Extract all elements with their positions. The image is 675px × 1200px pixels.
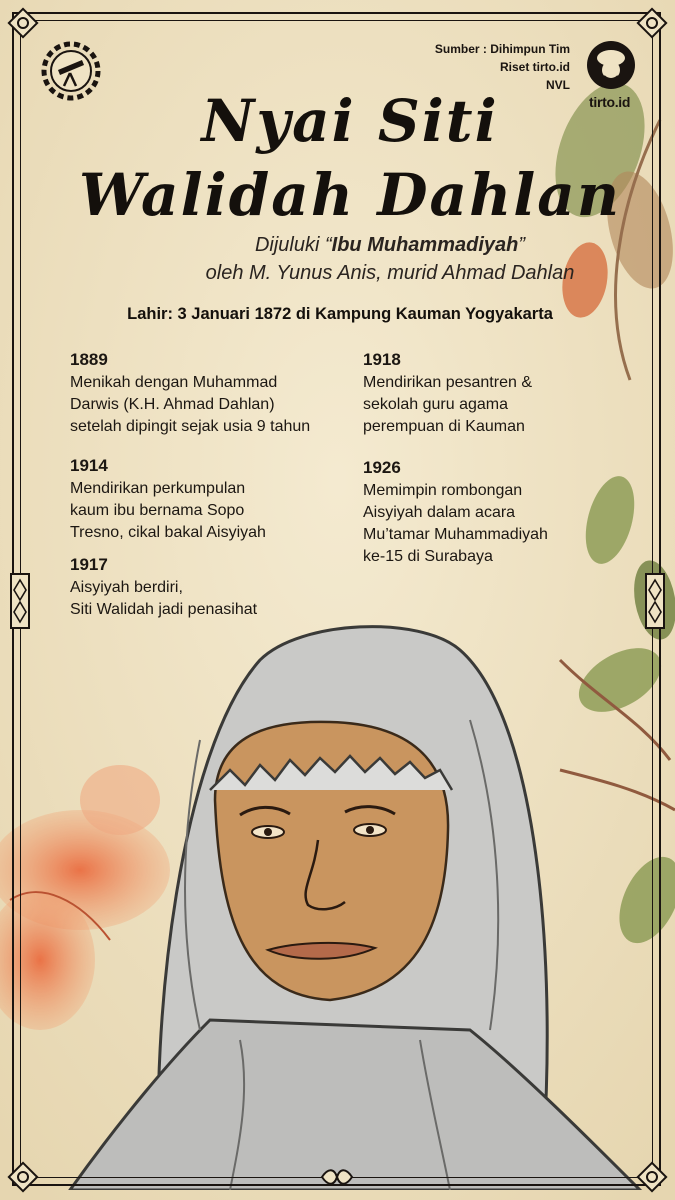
event-text: Menikah dengan Muhammad Darwis (K.H. Ahmad Dahlan) setelah dipingit sejak usia 9 tahun [70,374,311,435]
subtitle-line-2: oleh M. Yunus Anis, murid Ahmad Dahlan [205,262,575,284]
bottom-center-ornament-icon [318,1158,356,1196]
subtitle-nickname: Ibu Muhammadiyah [331,234,519,256]
brand-name: tirto.id [589,94,631,110]
source-line-2: Riset tirto.id [499,60,570,74]
side-ornament-icon [644,572,666,630]
portrait-illustration [0,600,675,1190]
side-ornament-icon [9,572,31,630]
timeline-event [70,454,266,544]
event-year: 1889 [70,350,108,369]
subtitle-line-1 [160,232,620,259]
event-year: 1918 [363,350,401,369]
timeline-event [363,348,532,438]
timeline-event [70,348,310,438]
timeline-event [363,456,548,568]
event-year: 1914 [70,456,108,475]
event-text: Memimpin rombongan Aisyiyah dalam acara Mu’tamar Muhammadiyah ke-15 di Surabaya [363,482,548,565]
event-text: Mendirikan perkumpulan kaum ibu bernama Sopo Tresno, cikal bakal Aisyiyah [70,480,266,541]
source-line-1: Sumber : Dihimpun Tim [434,42,570,56]
event-year: 1917 [70,555,108,574]
tirto-logo-icon [586,40,636,90]
corner-ornament-icon [4,1158,42,1196]
corner-ornament-icon [4,4,42,42]
event-year: 1926 [363,458,401,477]
corner-ornament-icon [633,4,671,42]
subtitle-prefix: Dijuluki “ [254,234,332,256]
timeline-event [70,553,257,621]
title-line-2: Walidah Dahlan [78,161,622,229]
event-text: Aisyiyah berdiri, Siti Walidah jadi penasihat [70,579,258,618]
title-line-1: Nyai Siti [201,87,499,155]
source-line-3: NVL [546,78,570,92]
birth-info: Lahir: 3 Januari 1872 di Kampung Kauman Yogyakarta [127,305,553,323]
event-text: Mendirikan pesantren & sekolah guru agama perempuan di Kauman [363,374,532,435]
source-credit [435,40,570,94]
corner-ornament-icon [633,1158,671,1196]
subtitle-suffix: ” [518,234,526,256]
